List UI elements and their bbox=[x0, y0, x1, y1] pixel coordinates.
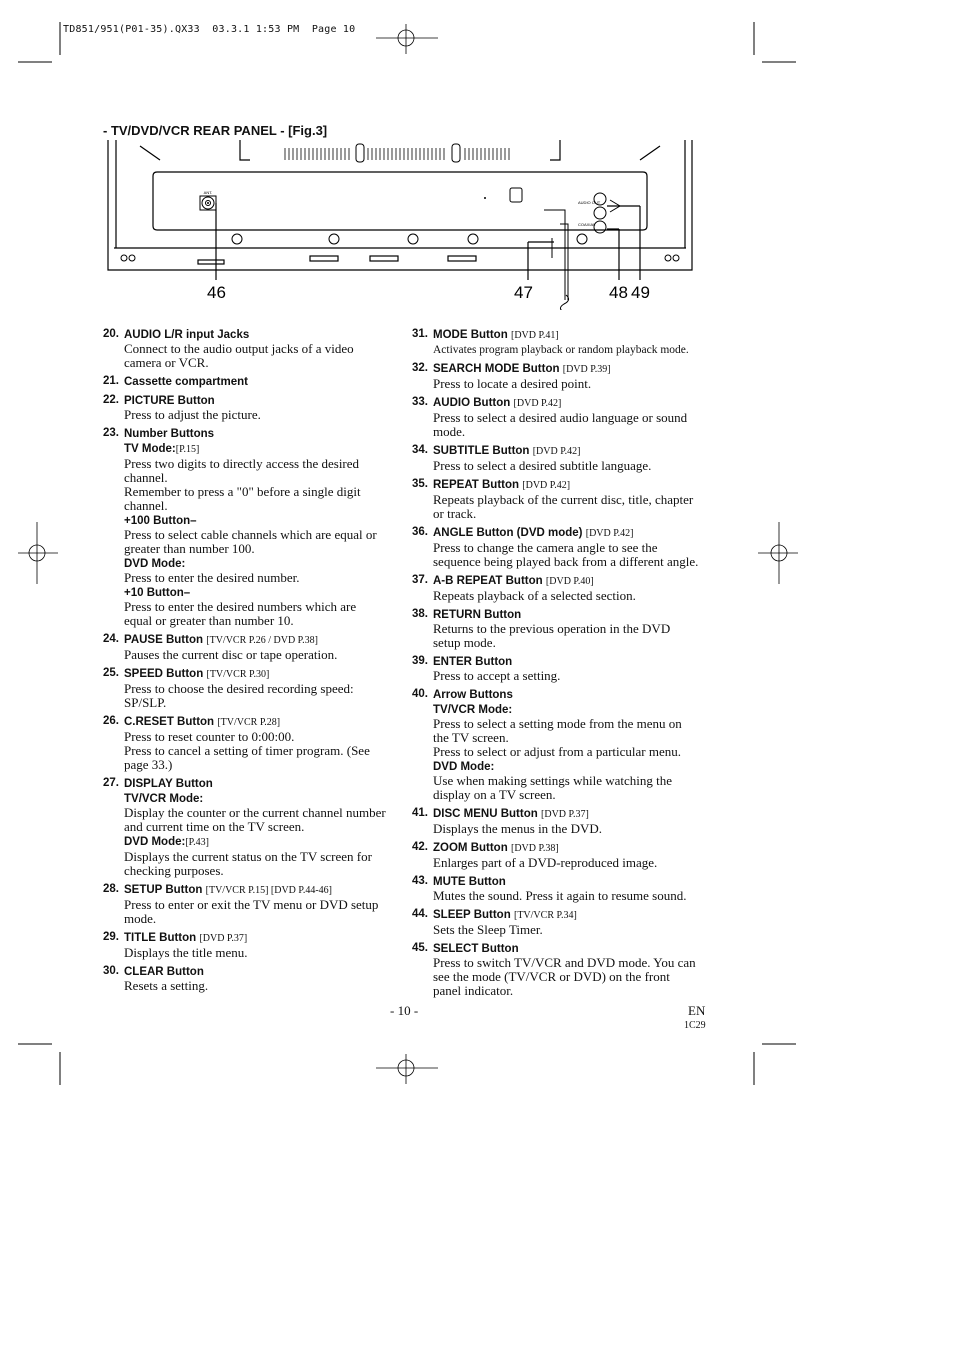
item-title: MUTE Button bbox=[433, 876, 506, 888]
description-line: display on a TV screen. bbox=[433, 787, 556, 802]
item-title: C.RESET Button bbox=[124, 716, 215, 728]
right-column bbox=[412, 327, 712, 1002]
item-title: SELECT Button bbox=[433, 943, 519, 955]
list-item bbox=[412, 327, 712, 357]
item-number: 28. bbox=[103, 883, 119, 895]
description-line: Returns to the previous operation in the DVD bbox=[433, 621, 671, 636]
item-description bbox=[433, 589, 712, 603]
item-number: 32. bbox=[412, 362, 428, 374]
item-title: SPEED Button bbox=[124, 668, 204, 680]
item-title: A-B REPEAT Button bbox=[433, 575, 543, 587]
description-line: Press to enter or exit the TV menu or DVD setup bbox=[124, 897, 379, 912]
description-line: Pauses the current disc or tape operation. bbox=[124, 647, 338, 662]
mode-subheading bbox=[124, 835, 403, 850]
item-heading bbox=[433, 941, 712, 956]
list-item bbox=[412, 395, 712, 439]
item-heading bbox=[433, 654, 712, 669]
item-number: 30. bbox=[103, 965, 119, 977]
item-description bbox=[124, 682, 403, 710]
list-item bbox=[412, 361, 712, 391]
callout-46: 46 bbox=[207, 283, 226, 302]
coaxial-label: COAXIAL bbox=[578, 222, 596, 227]
description-line: see the mode (TV/VCR or DVD) on the front bbox=[433, 969, 670, 984]
item-number: 34. bbox=[412, 444, 428, 456]
page-reference: [TV/VCR P.15] [DVD P.44-46] bbox=[205, 885, 333, 896]
item-description bbox=[433, 956, 712, 998]
page-reference: [DVD P.40] bbox=[545, 576, 594, 587]
item-number: 29. bbox=[103, 931, 119, 943]
item-description bbox=[124, 946, 403, 960]
list-item bbox=[103, 426, 403, 628]
item-number: 21. bbox=[103, 375, 119, 387]
item-number: 25. bbox=[103, 667, 119, 679]
item-title: Cassette compartment bbox=[124, 376, 248, 388]
item-description bbox=[433, 923, 712, 937]
description-line: panel indicator. bbox=[433, 983, 514, 998]
item-description bbox=[433, 459, 712, 473]
description-line: Press to select a setting mode from the menu on bbox=[433, 716, 682, 731]
item-title: DISPLAY Button bbox=[124, 778, 213, 790]
item-title: CLEAR Button bbox=[124, 966, 204, 978]
item-heading bbox=[433, 573, 712, 589]
description-line: mode. bbox=[124, 911, 157, 926]
item-title: DISC MENU Button bbox=[433, 808, 538, 820]
description-line: channel. bbox=[124, 470, 168, 485]
item-number: 40. bbox=[412, 688, 428, 700]
item-description bbox=[433, 377, 712, 391]
figure-title: - TV/DVD/VCR REAR PANEL - [Fig.3] bbox=[103, 123, 328, 138]
item-description bbox=[124, 571, 403, 585]
mode-subheading bbox=[124, 442, 403, 457]
item-number: 24. bbox=[103, 633, 119, 645]
item-description bbox=[124, 730, 403, 772]
item-description bbox=[124, 600, 403, 628]
mode-subheading bbox=[124, 557, 403, 571]
item-number: 31. bbox=[412, 328, 428, 340]
mode-label: TV/VCR Mode: bbox=[433, 704, 513, 716]
description-line: Press to change the camera angle to see the bbox=[433, 540, 658, 555]
description-line: greater than number 100. bbox=[124, 541, 255, 556]
mode-label: +100 Button– bbox=[124, 515, 197, 527]
mode-subheading bbox=[124, 792, 403, 806]
description-line: Sets the Sleep Timer. bbox=[433, 922, 543, 937]
mode-subheading bbox=[433, 703, 712, 717]
item-description bbox=[124, 806, 403, 834]
item-description bbox=[433, 774, 712, 802]
list-item bbox=[103, 776, 403, 878]
description-line: Press two digits to directly access the desired bbox=[124, 456, 360, 471]
item-heading bbox=[124, 632, 403, 648]
page-reference: [P.43] bbox=[185, 837, 209, 848]
item-title: SETUP Button bbox=[124, 884, 203, 896]
page-reference: [DVD P.42] bbox=[532, 446, 581, 457]
item-description bbox=[433, 889, 712, 903]
item-description bbox=[124, 850, 403, 878]
description-line: Repeats playback of the current disc, title, chapter bbox=[433, 492, 694, 507]
item-heading bbox=[124, 666, 403, 682]
description-line: Press to select a desired subtitle language. bbox=[433, 458, 652, 473]
item-heading bbox=[433, 874, 712, 889]
description-line: Displays the title menu. bbox=[124, 945, 248, 960]
description-line: Displays the menus in the DVD. bbox=[433, 821, 602, 836]
item-heading bbox=[433, 395, 712, 411]
item-heading bbox=[124, 426, 403, 441]
item-heading bbox=[124, 776, 403, 791]
item-heading bbox=[433, 327, 712, 343]
item-title: PICTURE Button bbox=[124, 395, 215, 407]
registration-bottom bbox=[376, 1054, 438, 1084]
item-number: 35. bbox=[412, 478, 428, 490]
callout-47: 47 bbox=[514, 283, 533, 302]
item-heading bbox=[124, 393, 403, 408]
list-item bbox=[103, 666, 403, 710]
item-number: 42. bbox=[412, 841, 428, 853]
description-line: or track. bbox=[433, 506, 477, 521]
item-heading bbox=[124, 964, 403, 979]
item-title: ANGLE Button (DVD mode) bbox=[433, 527, 583, 539]
item-title: TITLE Button bbox=[124, 932, 197, 944]
item-title: PAUSE Button bbox=[124, 634, 204, 646]
item-heading bbox=[124, 374, 403, 389]
item-description bbox=[433, 856, 712, 870]
item-heading bbox=[124, 714, 403, 730]
list-item bbox=[103, 393, 403, 422]
item-heading bbox=[124, 882, 403, 898]
mode-label: DVD Mode: bbox=[124, 836, 186, 848]
list-item bbox=[412, 874, 712, 903]
list-item bbox=[412, 840, 712, 870]
description-line: Press to select or adjust from a particular menu. bbox=[433, 744, 682, 759]
list-item bbox=[103, 930, 403, 960]
list-item bbox=[103, 632, 403, 662]
item-number: 33. bbox=[412, 396, 428, 408]
item-title: ENTER Button bbox=[433, 656, 513, 668]
item-description bbox=[433, 669, 712, 683]
list-item bbox=[103, 327, 403, 370]
list-item bbox=[103, 374, 403, 389]
list-item bbox=[412, 525, 712, 569]
list-item bbox=[412, 687, 712, 802]
page-reference: [TV/VCR P.26 / DVD P.38] bbox=[206, 635, 318, 646]
item-description bbox=[433, 343, 712, 357]
page-reference: [DVD P.37] bbox=[541, 809, 589, 820]
page-reference: [TV/VCR P.34] bbox=[513, 910, 577, 921]
item-title: REPEAT Button bbox=[433, 479, 520, 491]
mode-subheading bbox=[124, 586, 403, 600]
registration-right bbox=[758, 522, 798, 584]
page-reference: [TV/VCR P.28] bbox=[217, 717, 281, 728]
item-description bbox=[124, 342, 403, 370]
item-heading bbox=[433, 477, 712, 493]
description-line: and current time on the TV screen. bbox=[124, 819, 305, 834]
item-heading bbox=[124, 930, 403, 946]
description-line: channel. bbox=[124, 498, 168, 513]
item-title: ZOOM Button bbox=[433, 842, 508, 854]
description-line: Repeats playback of a selected section. bbox=[433, 588, 636, 603]
document-code: 1C29 bbox=[684, 1020, 706, 1031]
callout-48: 48 bbox=[609, 283, 628, 302]
description-line: setup mode. bbox=[433, 635, 496, 650]
description-line: Press to reset counter to 0:00:00. bbox=[124, 729, 295, 744]
ant-label: ANT. bbox=[203, 190, 213, 195]
list-item bbox=[412, 573, 712, 603]
list-item bbox=[412, 477, 712, 521]
item-title: AUDIO Button bbox=[433, 397, 511, 409]
item-number: 27. bbox=[103, 777, 119, 789]
description-line: checking purposes. bbox=[124, 863, 224, 878]
page-reference: [DVD P.39] bbox=[562, 364, 611, 375]
description-line: SP/SLP. bbox=[124, 695, 167, 710]
page-reference: [DVD P.38] bbox=[510, 843, 559, 854]
item-title: AUDIO L/R input Jacks bbox=[124, 329, 250, 341]
item-description bbox=[124, 457, 403, 513]
description-line: Resets a setting. bbox=[124, 978, 209, 993]
item-title: Arrow Buttons bbox=[433, 689, 513, 701]
callout-49: 49 bbox=[631, 283, 650, 302]
item-description bbox=[433, 541, 712, 569]
item-description bbox=[124, 528, 403, 556]
page-number: - 10 - bbox=[390, 1003, 419, 1018]
description-line: equal or greater than number 10. bbox=[124, 613, 294, 628]
item-description bbox=[124, 648, 403, 662]
description-line: Press to adjust the picture. bbox=[124, 407, 261, 422]
item-number: 37. bbox=[412, 574, 428, 586]
description-line: Enlarges part of a DVD-reproduced image. bbox=[433, 855, 658, 870]
page-reference: [DVD P.42] bbox=[585, 528, 634, 539]
item-title: SUBTITLE Button bbox=[433, 445, 530, 457]
page-reference: [DVD P.41] bbox=[510, 330, 559, 341]
item-number: 20. bbox=[103, 328, 119, 340]
description-line: Press to locate a desired point. bbox=[433, 376, 592, 391]
item-heading bbox=[433, 687, 712, 702]
item-title: RETURN Button bbox=[433, 609, 522, 621]
list-item bbox=[412, 907, 712, 937]
list-item bbox=[412, 806, 712, 836]
left-column bbox=[103, 327, 403, 997]
item-number: 22. bbox=[103, 394, 119, 406]
description-line: Activates program playback or random playback mode. bbox=[433, 344, 689, 356]
description-line: Press to select a desired audio language or sound bbox=[433, 410, 688, 425]
item-number: 39. bbox=[412, 655, 428, 667]
item-title: SEARCH MODE Button bbox=[433, 363, 560, 375]
item-heading bbox=[433, 525, 712, 541]
registration-top bbox=[376, 24, 438, 54]
item-title: Number Buttons bbox=[124, 428, 215, 440]
description-line: page 33.) bbox=[124, 757, 173, 772]
item-description bbox=[124, 408, 403, 422]
description-line: Display the counter or the current channel number bbox=[124, 805, 386, 820]
item-heading bbox=[433, 840, 712, 856]
item-heading bbox=[433, 443, 712, 459]
list-item bbox=[103, 964, 403, 993]
mode-label: DVD Mode: bbox=[433, 761, 495, 773]
item-number: 43. bbox=[412, 875, 428, 887]
description-line: Mutes the sound. Press it again to resume sound. bbox=[433, 888, 687, 903]
list-item bbox=[412, 941, 712, 998]
description-line: the TV screen. bbox=[433, 730, 509, 745]
item-description bbox=[433, 717, 712, 759]
item-description bbox=[433, 622, 712, 650]
item-title: MODE Button bbox=[433, 329, 508, 341]
item-description bbox=[124, 979, 403, 993]
item-description bbox=[124, 898, 403, 926]
item-heading bbox=[433, 361, 712, 377]
description-line: Press to select cable channels which are equal or bbox=[124, 527, 377, 542]
mode-label: DVD Mode: bbox=[124, 558, 186, 570]
description-line: mode. bbox=[433, 424, 466, 439]
item-heading bbox=[124, 327, 403, 342]
language-code: EN bbox=[688, 1003, 706, 1018]
page-reference: [DVD P.37] bbox=[199, 933, 248, 944]
registration-left bbox=[18, 522, 58, 584]
item-heading bbox=[433, 907, 712, 923]
page-reference: [P.15] bbox=[175, 444, 200, 455]
description-line: camera or VCR. bbox=[124, 355, 209, 370]
page-reference: [DVD P.42] bbox=[522, 480, 571, 491]
mode-label: +10 Button– bbox=[124, 587, 191, 599]
description-line: Connect to the audio output jacks of a video bbox=[124, 341, 354, 356]
item-heading bbox=[433, 607, 712, 622]
mode-subheading bbox=[433, 760, 712, 774]
list-item bbox=[412, 607, 712, 650]
item-number: 38. bbox=[412, 608, 428, 620]
item-heading bbox=[433, 806, 712, 822]
mode-subheading bbox=[124, 514, 403, 528]
item-number: 41. bbox=[412, 807, 428, 819]
list-item bbox=[103, 714, 403, 772]
item-description bbox=[433, 493, 712, 521]
print-slug: TD851/951(P01-35).QX33 03.3.1 1:53 PM Page 10 bbox=[63, 24, 356, 35]
description-line: Press to switch TV/VCR and DVD mode. You can bbox=[433, 955, 696, 970]
item-number: 44. bbox=[412, 908, 428, 920]
description-line: Press to enter the desired number. bbox=[124, 570, 300, 585]
description-line: Use when making settings while watching the bbox=[433, 773, 673, 788]
item-number: 45. bbox=[412, 942, 428, 954]
audio-out-label: AUDIO OUT bbox=[578, 200, 601, 205]
description-line: Press to cancel a setting of timer program. (See bbox=[124, 743, 370, 758]
item-description bbox=[433, 822, 712, 836]
description-line: Press to accept a setting. bbox=[433, 668, 561, 683]
mode-label: TV/VCR Mode: bbox=[124, 793, 204, 805]
mode-label: TV Mode: bbox=[124, 443, 176, 455]
description-line: sequence being played back from a different angle. bbox=[433, 554, 699, 569]
description-line: Displays the current status on the TV screen for bbox=[124, 849, 372, 864]
item-description bbox=[433, 411, 712, 439]
description-line: Press to enter the desired numbers which are bbox=[124, 599, 357, 614]
description-line: Remember to press a "0" before a single digit bbox=[124, 484, 361, 499]
list-item bbox=[412, 654, 712, 683]
list-item bbox=[103, 882, 403, 926]
list-item bbox=[412, 443, 712, 473]
description-line: Press to choose the desired recording speed: bbox=[124, 681, 354, 696]
page-reference: [TV/VCR P.30] bbox=[206, 669, 270, 680]
item-title: SLEEP Button bbox=[433, 909, 511, 921]
item-number: 26. bbox=[103, 715, 119, 727]
page-reference: [DVD P.42] bbox=[513, 398, 562, 409]
item-number: 36. bbox=[412, 526, 428, 538]
item-number: 23. bbox=[103, 427, 119, 439]
rear-panel-illustration bbox=[100, 140, 700, 310]
